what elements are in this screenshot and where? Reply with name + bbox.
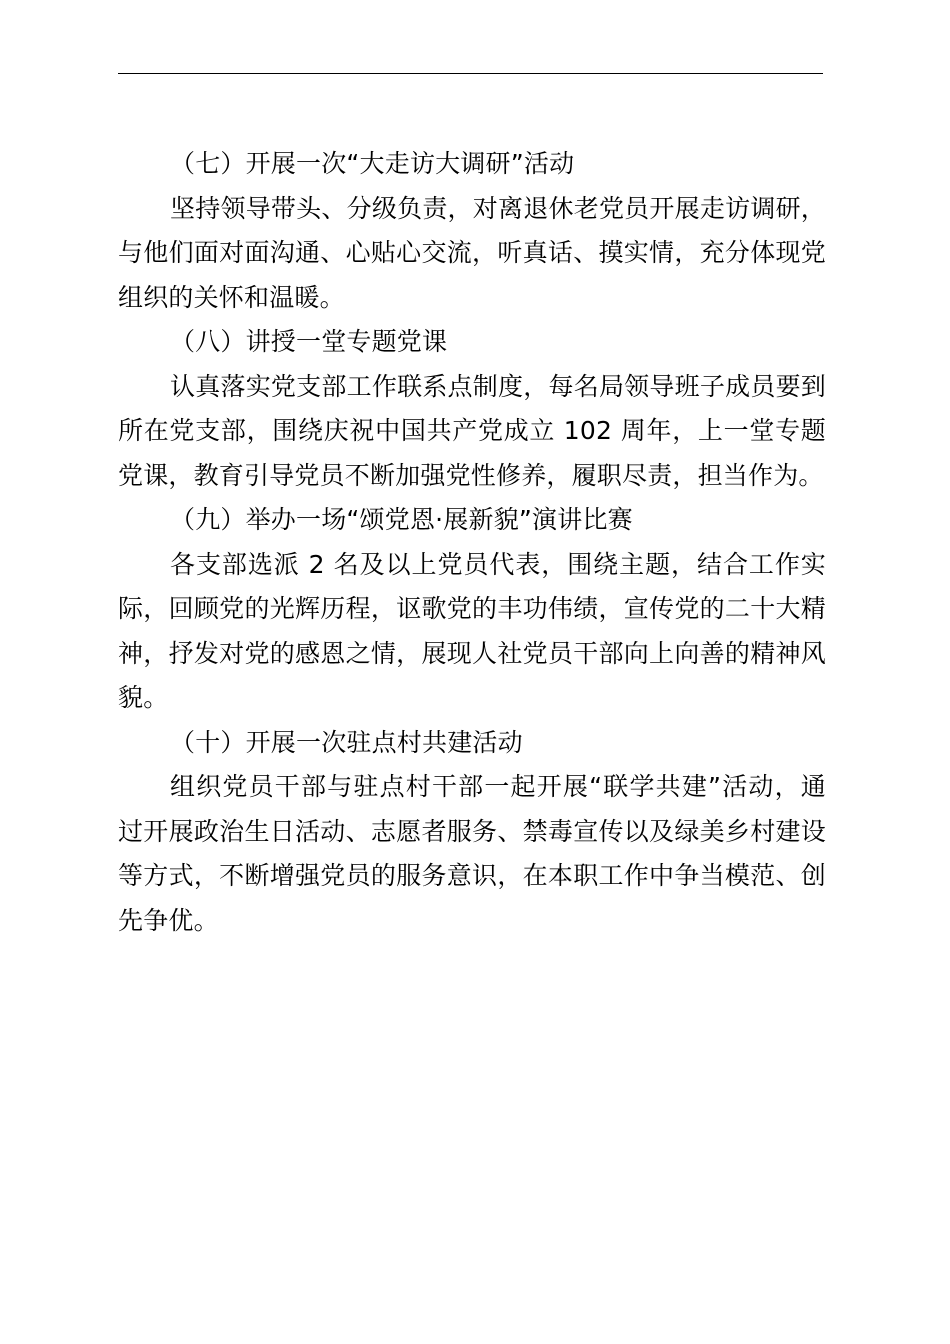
document-body — [118, 142, 826, 943]
section-heading: （十）开展一次驻点村共建活动 — [170, 727, 523, 757]
section-10 — [118, 721, 826, 944]
section-7 — [118, 142, 826, 320]
section-paragraph: 各支部选派 2 名及以上党员代表，围绕主题，结合工作实际，回顾党的光辉历程，讴歌党的丰功伟绩，宣传党的二十大精神，抒发对党的感恩之情，展现人社党员干部向上向善的精神风貌。 — [118, 549, 826, 712]
section-heading: （九）举办一场“颂党恩·展新貌”演讲比赛 — [170, 505, 633, 534]
section-9 — [118, 498, 826, 721]
section-heading: （七）开展一次“大走访大调研”活动 — [170, 149, 575, 178]
section-paragraph: 认真落实党支部工作联系点制度，每名局领导班子成员要到所在党支部，围绕庆祝中国共产党成立 102 周年，上一堂专题党课，教育引导党员不断加强党性修养，履职尽责，担当作为。 — [118, 371, 826, 490]
section-8 — [118, 320, 826, 498]
section-heading: （八）讲授一堂专题党课 — [170, 327, 448, 356]
header-rule — [118, 73, 823, 74]
section-paragraph: 组织党员干部与驻点村干部一起开展“联学共建”活动，通过开展政治生日活动、志愿者服务、禁毒宣传以及绿美乡村建设等方式，不断增强党员的服务意识，在本职工作中争当模范、创先争优。 — [118, 772, 826, 935]
section-paragraph: 坚持领导带头、分级负责，对离退休老党员开展走访调研，与他们面对面沟通、心贴心交流，听真话、摸实情，充分体现党组织的关怀和温暖。 — [118, 193, 826, 312]
